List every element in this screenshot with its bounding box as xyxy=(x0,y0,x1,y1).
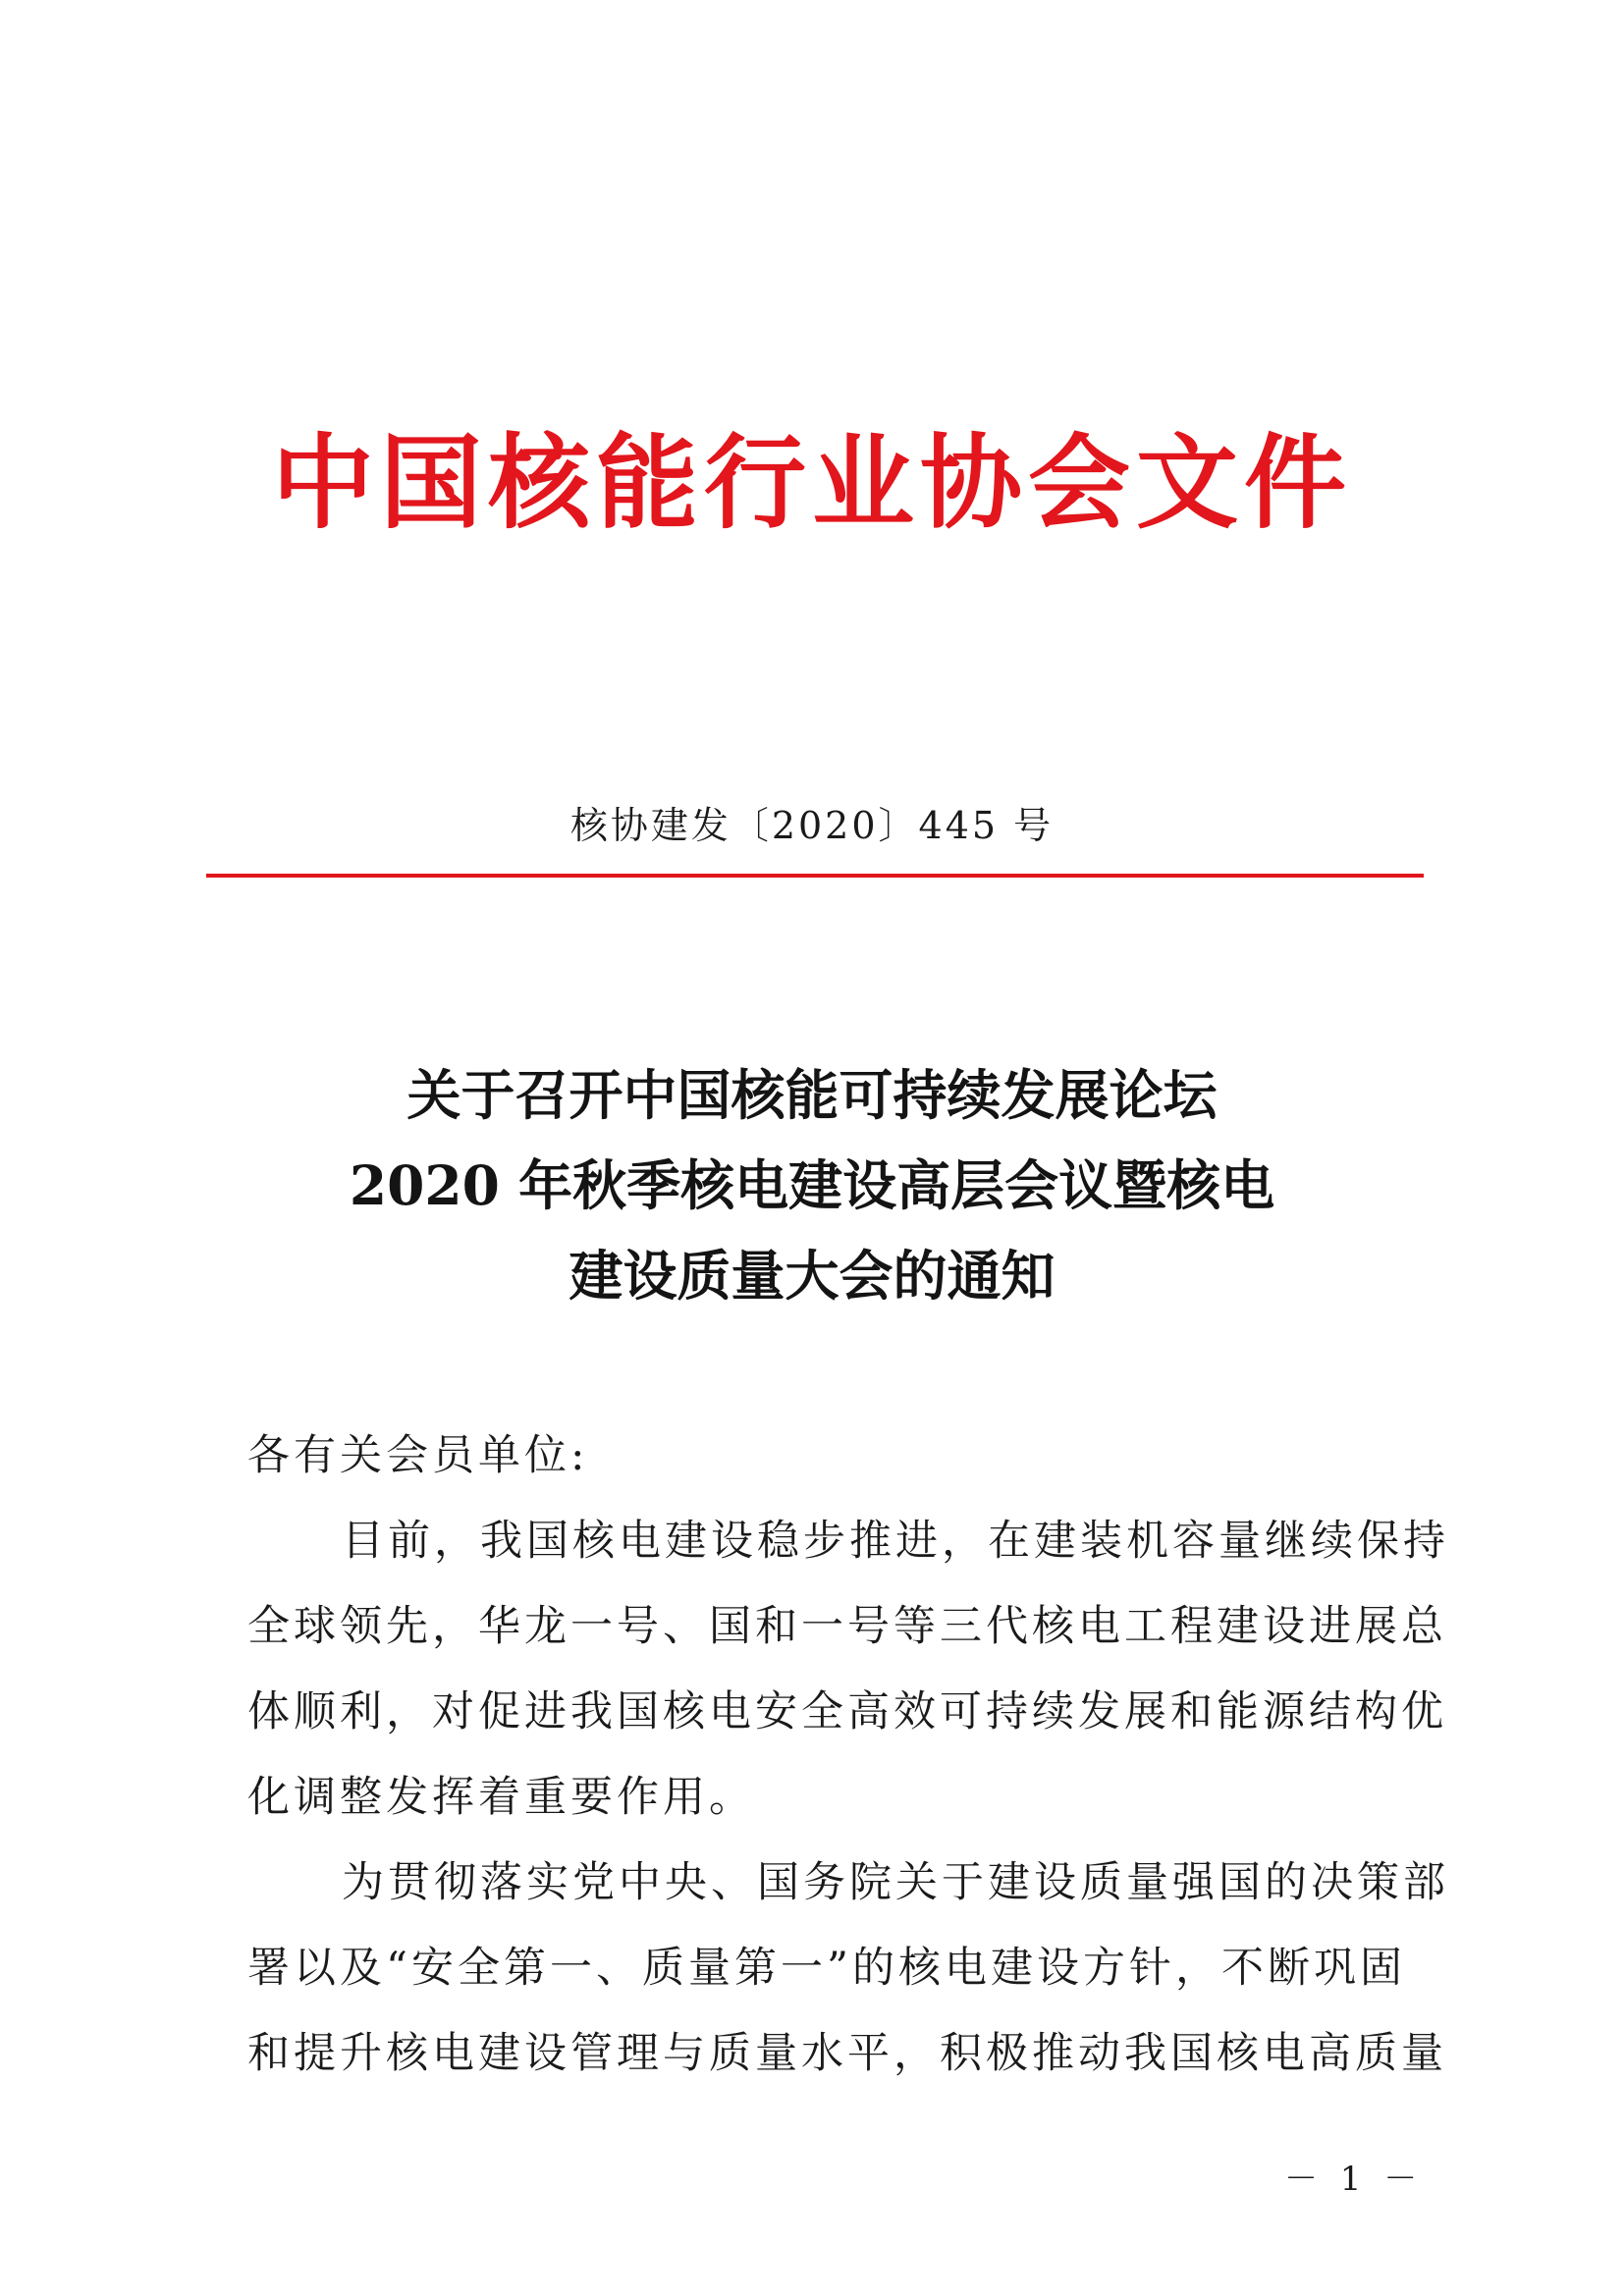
paragraph-1-line-3: 体顺利，对促进我国核电安全高效可持续发展和能源结构优 xyxy=(247,1687,1447,1736)
paragraph-1-line-4: 化调整发挥着重要作用。 xyxy=(247,1773,755,1822)
notice-title-line-2: 2020 年秋季核电建设高层会议暨核电 xyxy=(349,1153,1275,1217)
paragraph-1-line-2: 全球领先，华龙一号、国和一号等三代核电工程建设进展总 xyxy=(247,1602,1447,1651)
notice-title-line-3: 建设质量大会的通知 xyxy=(568,1244,1056,1308)
notice-title xyxy=(0,1050,1624,1321)
paragraph-1-line-1: 目前，我国核电建设稳步推进，在建装机容量继续保持 xyxy=(342,1517,1449,1566)
paragraph-2-line-2: 署以及“安全第一、质量第一”的核电建设方针，不断巩固 xyxy=(247,1944,1406,1993)
notice-title-line-1: 关于召开中国核能可持续发展论坛 xyxy=(406,1063,1218,1127)
paragraph-2-line-3: 和提升核电建设管理与质量水平，积极推动我国核电高质量 xyxy=(247,2029,1447,2078)
document-number: 核协建发〔2020〕445 号 xyxy=(569,804,1055,847)
red-divider-line xyxy=(206,874,1424,878)
notice-body xyxy=(247,1414,1449,2097)
salutation: 各有关会员单位: xyxy=(247,1431,589,1480)
organization-header-title: 中国核能行业协会文件 xyxy=(271,422,1352,543)
page-number: － 1 － xyxy=(1284,2160,1424,2199)
paragraph-2-line-1: 为贯彻落实党中央、国务院关于建设质量强国的决策部 xyxy=(342,1858,1449,1907)
